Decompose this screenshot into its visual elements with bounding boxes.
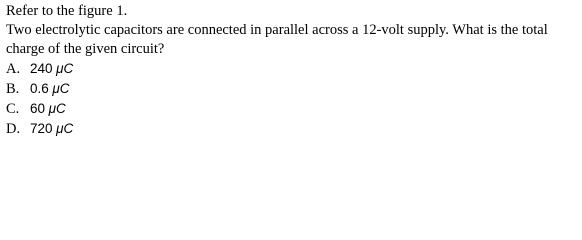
option-unit: μC bbox=[52, 81, 70, 96]
option-d[interactable] bbox=[6, 119, 578, 139]
option-c[interactable] bbox=[6, 99, 578, 119]
option-letter: A. bbox=[6, 61, 21, 77]
option-value: 0.6 bbox=[30, 81, 49, 96]
option-value: 60 bbox=[30, 101, 46, 116]
option-unit: μC bbox=[56, 121, 74, 136]
option-value: 240 bbox=[30, 61, 53, 76]
option-unit: μC bbox=[56, 61, 74, 76]
option-letter: B. bbox=[6, 81, 20, 97]
option-b[interactable] bbox=[6, 79, 578, 99]
option-a[interactable] bbox=[6, 59, 578, 79]
option-value: 720 bbox=[30, 121, 53, 136]
question-reference: Refer to the figure 1. bbox=[6, 3, 128, 19]
question-stem: Two electrolytic capacitors are connected in parallel across a 12-volt supply. What is the total charge of the given circuit? bbox=[6, 22, 548, 57]
option-unit: μC bbox=[48, 101, 66, 116]
question-block bbox=[6, 2, 578, 139]
option-letter: C. bbox=[6, 101, 20, 117]
option-letter: D. bbox=[6, 121, 21, 137]
